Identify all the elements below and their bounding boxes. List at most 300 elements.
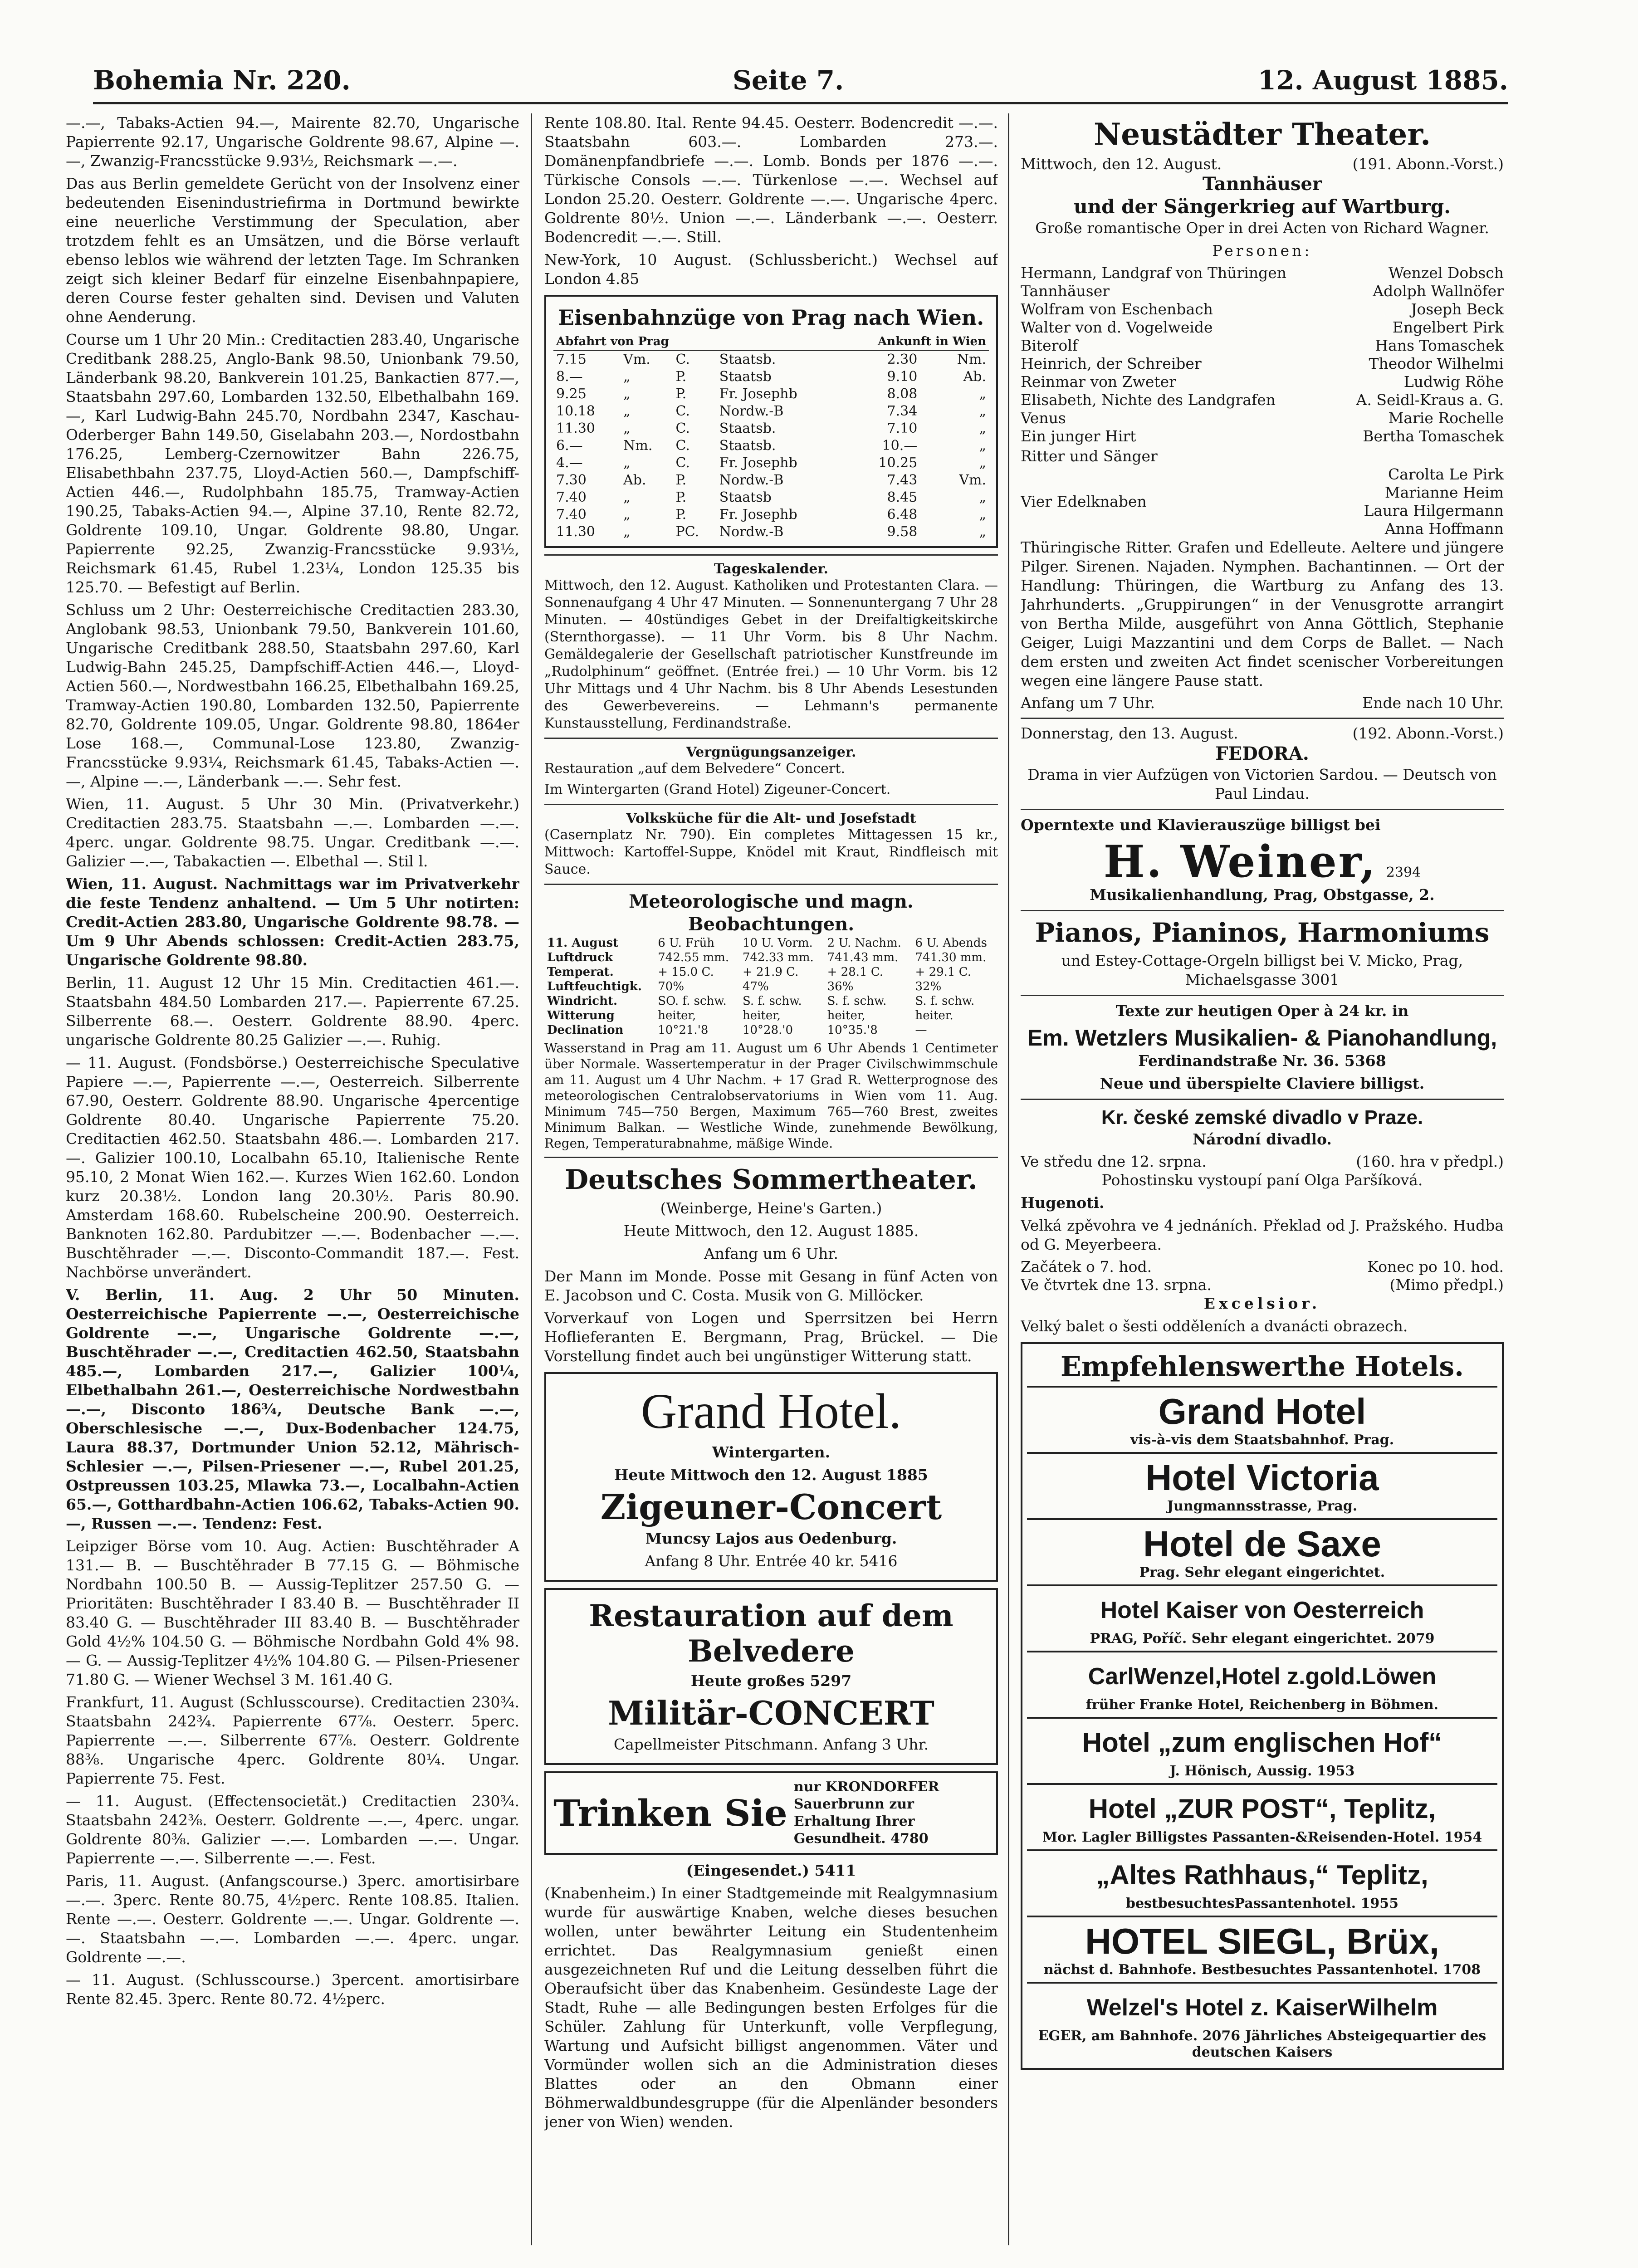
report-paragraph: V. Berlin, 11. Aug. 2 Uhr 50 Minuten. Oesterreichische Papierrente —.—, Oesterreichische Goldrente —.—, Ungarische Goldrente —.—, Buschtěhrader —.—, Creditactien 462.50, Staatsbahn 485.—, Lombarden 217.—, Galizier 100¼, Elbethalbahn 261.—, Oesterreichische Nordwestbahn —.—, Disconto 186¾, Deutsche Bank —.—, Oberschlesische —.—, Dux-Bodenbacher 124.75, Laura 88.37, Dortmunder Union 52.12, Mährisch-Schlesier —.—, Pilsen-Priesener —.—, Rubel 201.25, Ostpreussen 103.25, Mlawka 73.—, Localbahn-Actien 65.—, Gotthardbahn-Actien 106.62, Tabaks-Actien 90.—, Russen —.—. Tendenz: Fest. bbox=[66, 1286, 519, 1532]
timetable-cell: 2.30 bbox=[887, 352, 918, 367]
timetable-cell: PC. bbox=[675, 524, 699, 540]
czech-desc: Velká zpěvohra ve 4 jednáních. Překlad od J. Pražského. Hudba od G. Meyerbeera. bbox=[1021, 1217, 1504, 1253]
hotel-sub: Mor. Lagler Billigstes Passanten-&Reisenden-Hotel. 1954 bbox=[1042, 1829, 1482, 1845]
timetable-cell: „ bbox=[979, 524, 986, 540]
next-date: Donnerstag, den 13. August. bbox=[1021, 724, 1238, 742]
ad-title: Restauration auf dem Belvedere bbox=[589, 1598, 953, 1669]
cast-role: Hermann, Landgraf von Thüringen bbox=[1021, 264, 1287, 282]
czech-times bbox=[1021, 1258, 1504, 1276]
timetable-cell: „ bbox=[979, 438, 986, 454]
timetable-cell: 9.25 bbox=[556, 386, 587, 402]
meteo-cell: 742.55 mm. bbox=[658, 951, 729, 964]
hotel-ad bbox=[1027, 1783, 1497, 1849]
timetable-cell: Vm. bbox=[623, 352, 650, 367]
hotel-name: Hotel „zum englischen Hof“ bbox=[1082, 1727, 1442, 1758]
timetable-cell: 7.34 bbox=[887, 403, 918, 419]
column-rule bbox=[531, 113, 532, 2245]
micko-line-text: und Estey-Cottage-Orgeln billigst bei V. Micko, Prag, Michaelsgasse bbox=[1061, 952, 1463, 988]
hotels-box bbox=[1021, 1342, 1504, 2070]
hotel-ad bbox=[1027, 1651, 1497, 1717]
meteo-cell: S. f. schw. bbox=[742, 994, 802, 1008]
czech-date-row bbox=[1021, 1153, 1504, 1171]
timetable-cell: „ bbox=[623, 403, 631, 419]
meteo-cell: heiter, bbox=[827, 1009, 865, 1022]
timetable-cell: „ bbox=[979, 386, 986, 402]
ad-mid-text: nur KRONDORFER Sauerbrunn zur Erhaltung Ihrer Gesundheit. bbox=[793, 1779, 939, 1847]
next-title: FEDORA. bbox=[1215, 743, 1309, 764]
wetzler-addr-text: Ferdinandstraße Nr. 36. bbox=[1138, 1052, 1340, 1070]
edelknaben-names bbox=[1364, 465, 1504, 538]
hotel-name: Hotel „ZUR POST“, Teplitz, bbox=[1088, 1794, 1436, 1824]
czech-info: (160. hra v předpl.) bbox=[1356, 1153, 1504, 1170]
weiner-name-row bbox=[1021, 838, 1504, 885]
timetable-cell: P. bbox=[675, 369, 687, 385]
report-paragraph: Wien, 11. August. Nachmittags war im Privatverkehr die feste Tendenz anhaltend. — Um 5 Uhr notirten: Credit-Actien 283.80, Ungarische Goldrente 98.78. — Um 9 Uhr Abends schlossen: Credit-Actien 283.75, Ungarische Goldrente 98.80. bbox=[66, 875, 519, 969]
hotel-sub: bestbesuchtesPassantenhotel. 1955 bbox=[1125, 1896, 1398, 1911]
timetable-cell: „ bbox=[623, 524, 631, 540]
edelknaben-label: Vier Edelknaben bbox=[1021, 493, 1147, 510]
timetable-cell: „ bbox=[979, 455, 986, 471]
timetable-cell: 9.58 bbox=[887, 524, 918, 540]
edelknabe-name: Laura Hilgermann bbox=[1364, 502, 1504, 519]
divider bbox=[544, 804, 998, 805]
weiner-line2: Musikalienhandlung, Prag, Obstgasse, 2. bbox=[1090, 886, 1435, 904]
meteo-cell: SO. f. schw. bbox=[658, 994, 727, 1008]
timetable-cell: „ bbox=[623, 507, 631, 523]
column-rule bbox=[1008, 113, 1009, 2245]
hotel-name: Hotel Kaiser von Oesterreich bbox=[1100, 1597, 1424, 1623]
timetable-cell: Fr. Josephb bbox=[719, 386, 797, 402]
hotel-ad bbox=[1027, 1849, 1497, 1916]
edelknabe-name: Carolta Le Pirk bbox=[1388, 465, 1504, 483]
meteo-cell: S. f. schw. bbox=[915, 994, 975, 1008]
meteo-cell: + 28.1 C. bbox=[827, 965, 884, 979]
meteo-cell: + 15.0 C. bbox=[658, 965, 714, 979]
timetable-title: Eisenbahnzüge von Prag nach Wien. bbox=[558, 305, 984, 330]
meteo-footer: Wasserstand in Prag am 11. August um 6 Uhr Abends 1 Centimeter über Normale. Wassertemperatur in der Prager Civilschwimmschule am 11. August um 4 Uhr Nachm. + 17 Grad R. Wetterprognose des meteorologischen Centralobservatoriums in Wien vom 11. Aug. Minimum 745—750 Bergen, Maximum 765—760 Brest, zweites Minimum Balkan. — Westliche Winde, zunehmende Bewölkung, Regen, Temperaturabnahme, mäßige Winde. bbox=[544, 1041, 998, 1151]
meteo-cell: + 21.9 C. bbox=[742, 965, 799, 979]
cast-role: Wolfram von Eschenbach bbox=[1021, 300, 1213, 318]
hotel-sub: PRAG, Poříč. Sehr elegant eingerichtet. 2079 bbox=[1090, 1631, 1435, 1647]
hotel-ad bbox=[1027, 1386, 1497, 1452]
timetable-cell: „ bbox=[623, 420, 631, 436]
wetzler-number: 5368 bbox=[1344, 1052, 1386, 1070]
cast-row bbox=[1021, 337, 1504, 355]
hotel-name: Grand Hotel bbox=[1158, 1391, 1366, 1432]
meteo-cell: Declination bbox=[547, 1023, 624, 1037]
timetable-cell: Staatsb bbox=[719, 489, 772, 505]
timetable-row bbox=[553, 523, 989, 541]
hotel-sub: nächst d. Bahnhofe. Bestbesuchtes Passantenhotel. 1708 bbox=[1043, 1962, 1481, 1978]
timetable-cell: 11.30 bbox=[556, 420, 595, 436]
hotel-name: HOTEL SIEGL, Brüx, bbox=[1085, 1921, 1439, 1961]
opera-times bbox=[1021, 694, 1504, 712]
krondorfer-ad bbox=[544, 1771, 998, 1855]
hotel-ad bbox=[1027, 1717, 1497, 1783]
timetable-row bbox=[553, 489, 989, 506]
timetable-cell: 8.— bbox=[556, 369, 583, 385]
sommertheater-sub: (Weinberge, Heine's Garten.) bbox=[660, 1199, 882, 1217]
edelknabe-name: Anna Hoffmann bbox=[1384, 520, 1504, 538]
meteo-cell: heiter, bbox=[742, 1009, 781, 1022]
timetable-cell: „ bbox=[979, 403, 986, 419]
cast-row bbox=[1021, 391, 1504, 409]
meteo-row bbox=[544, 1023, 998, 1037]
cast-row bbox=[1021, 318, 1504, 337]
hotel-name: Hotel Victoria bbox=[1145, 1457, 1379, 1498]
meteo-cell: 742.33 mm. bbox=[742, 951, 814, 964]
divider bbox=[544, 554, 998, 556]
meteo-cell: Windricht. bbox=[547, 994, 618, 1008]
cast-actor: Ludwig Röhe bbox=[1403, 373, 1504, 391]
meteo-cell: Luftfeuchtigk. bbox=[547, 980, 642, 993]
ad-band: Muncsy Lajos aus Oedenburg. bbox=[645, 1530, 897, 1547]
timetable-row bbox=[553, 455, 989, 472]
cast-actor: Engelbert Pirk bbox=[1392, 318, 1504, 336]
hotel-list bbox=[1027, 1386, 1497, 2064]
meteo-cell: 10 U. Vorm. bbox=[742, 936, 813, 950]
cast-row bbox=[1021, 282, 1504, 300]
timetable-cell: Nordw.-B bbox=[719, 403, 784, 419]
ad-number: 5297 bbox=[810, 1672, 852, 1690]
opera-subtitle: und der Sängerkrieg auf Wartburg. bbox=[1074, 196, 1451, 218]
cast-row bbox=[1021, 427, 1504, 445]
hotel-sub: früher Franke Hotel, Reichenberg in Böhmen. bbox=[1086, 1697, 1438, 1713]
timetable-cell: 7.10 bbox=[887, 420, 918, 436]
grand-hotel-ad bbox=[544, 1372, 998, 1582]
calendar-title: Tageskalender. bbox=[714, 561, 828, 577]
micko-name: Pianos, Pianinos, Harmoniums bbox=[1035, 917, 1490, 948]
timetable-cell: 10.— bbox=[882, 438, 918, 454]
next-desc: Drama in vier Aufzügen von Victorien Sardou. — Deutsch von Paul Lindau. bbox=[1027, 766, 1497, 802]
meteo-row bbox=[544, 936, 998, 950]
report-paragraph: Rente 108.80. Ital. Rente 94.45. Oesterr. Bodencredit —.—. Staatsbahn 603.—. Lombarden 273.—. Domänenpfandbriefe —.—. Lomb. Bonds per 1876 —.—. Türkische Consols —.—. Türkenlose —.—. Wechsel auf London 25.20. Oesterr. Goldrente —.—. Ungarische 4perc. Goldrente 80½. Union —.—. Länderbank —.—. Oesterr. Bodencredit —.—. Still. bbox=[544, 114, 998, 246]
report-paragraph: Paris, 11. August. (Anfangscourse.) 3perc. amortisirbare —.—. 3perc. Rente 80.75, 4½perc. Rente 108.85. Italien. Rente —.—. Oesterr. Goldrente —.—. Ungar. Goldrente —.—. Staatsbahn —.—. Lombarden —.—. 4perc. ungar. Goldrente —.—. bbox=[66, 1872, 519, 1966]
czech-start: Začátek o 7. hod. bbox=[1021, 1258, 1152, 1276]
timetable-row bbox=[553, 351, 989, 368]
opera-chorus: Thüringische Ritter. Grafen und Edelleute. Aeltere und jüngere Pilger. Sirenen. Najaden. Nymphen. Bachantinnen. — Ort der Handlung: Thüringen, die Wartburg zu Anfang des 13. Jahrhunderts. „Gruppirungen“ in der Venusgrotte arrangirt von Bertha Milde, ausgeführt von Anna Göttlich, Stephanie Geiger, Luigi Mazzantini und dem Corps de Ballet. — Nach dem ersten und zweiten Act findet scenischer Vorbereitungen wegen eine längere Pause statt. bbox=[1021, 538, 1504, 689]
timetable-cell: „ bbox=[979, 507, 986, 523]
cast-actor: Joseph Beck bbox=[1411, 300, 1504, 318]
meteo-cell: heiter, bbox=[658, 1009, 696, 1022]
meteo-cell: 36% bbox=[827, 980, 854, 993]
hotel-ad bbox=[1027, 1916, 1497, 1982]
meteo-cell: Temperat. bbox=[547, 965, 614, 979]
ad-date: Heute Mittwoch den 12. August 1885 bbox=[614, 1466, 928, 1484]
report-paragraph: Frankfurt, 11. August (Schlusscourse). Creditactien 230¾. Staatsbahn 242¾. Papierrente 67⅞. Oesterr. 5perc. Papierrente —.—. Silberrente 67⅞. Oesterr. Goldrente 88⅜. Ungarische 4perc. Goldrente 80¼. Ungar. Papierrente 75. Fest. bbox=[66, 1693, 519, 1787]
sommertheater-date: Heute Mittwoch, den 12. August 1885. bbox=[623, 1222, 919, 1240]
meteo-cell: 11. August bbox=[547, 936, 619, 950]
czech-guest: Pohostinsku vystoupí paní Olga Paršíková. bbox=[1101, 1171, 1423, 1189]
hotel-sub: Prag. Sehr elegant eingerichtet. bbox=[1139, 1564, 1385, 1580]
amusement-line: Im Wintergarten (Grand Hotel) Zigeuner-Concert. bbox=[544, 782, 891, 797]
meteo-cell: S. f. schw. bbox=[827, 994, 887, 1008]
meteo-cell: 47% bbox=[742, 980, 769, 993]
persons-label: Personen: bbox=[1212, 242, 1312, 259]
ad-number: 4780 bbox=[890, 1831, 929, 1847]
hotel-sub: Jungmannsstrasse, Prag. bbox=[1167, 1498, 1358, 1514]
timetable-cell: „ bbox=[623, 455, 631, 471]
meteo-row bbox=[544, 979, 998, 994]
timetable-cell: Nm. bbox=[623, 438, 653, 454]
czech-next-title: Excelsior. bbox=[1203, 1295, 1321, 1312]
hotel-ad bbox=[1027, 1982, 1497, 2064]
hotels-title: Empfehlenswerthe Hotels. bbox=[1060, 1351, 1464, 1383]
wetzler-addr bbox=[1021, 1051, 1504, 1070]
hotel-name: CarlWenzel,Hotel z.gold.Löwen bbox=[1088, 1663, 1437, 1690]
column-stock-reports bbox=[66, 113, 519, 2245]
weiner-line-text: Operntexte und Klavierauszüge billigst bei bbox=[1021, 816, 1381, 834]
timetable-cell: P. bbox=[675, 489, 687, 505]
meteo-cell: 32% bbox=[915, 980, 942, 993]
timetable-cell: 7.43 bbox=[887, 472, 918, 488]
cast-row bbox=[1021, 409, 1504, 427]
report-paragraph: Das aus Berlin gemeldete Gerücht von der Insolvenz einer bedeutenden Eisenindustriefirma in Dortmund bewirkte eine neuerliche Verstimmung der Speculation, aber trotzdem fehlt es an Umsätzen, und die Börse verlauft ebenso leblos wie während der letzten Tage. Im Schranken zeigt sich kleiner Bedarf für einzelne Eisenbahnpapiere, deren Course fester gehalten sind. Devisen und Valuten ohne Aenderung. bbox=[66, 175, 519, 326]
weiner-line bbox=[1021, 816, 1504, 835]
divider bbox=[1021, 1099, 1504, 1100]
hotel-name: Hotel de Saxe bbox=[1143, 1524, 1381, 1564]
timetable-row bbox=[553, 420, 989, 437]
timetable-cell: P. bbox=[675, 386, 687, 402]
divider bbox=[1021, 995, 1504, 996]
cast-role: Ein junger Hirt bbox=[1021, 427, 1136, 445]
ad-conductor: Capellmeister Pitschmann. Anfang 3 Uhr. bbox=[613, 1735, 929, 1753]
timetable-cell: Ab. bbox=[963, 369, 986, 385]
divider bbox=[1021, 718, 1504, 719]
ad-big: Trinken Sie bbox=[553, 1792, 787, 1834]
report-paragraph: New-York, 10 August. (Schlussbericht.) Wechsel auf London 4.85 bbox=[544, 251, 998, 288]
cast-row bbox=[1021, 264, 1504, 282]
czech-theatre-sub: Národní divadlo. bbox=[1193, 1130, 1332, 1148]
meteo-cell: 10°21.'8 bbox=[658, 1023, 709, 1037]
timetable-cell: 10.25 bbox=[878, 455, 918, 471]
meteo-cell: — bbox=[915, 1023, 927, 1037]
cast-role: Biterolf bbox=[1021, 337, 1078, 354]
meteo-cell: Witterung bbox=[547, 1009, 615, 1022]
timetable-cell: 10.18 bbox=[556, 403, 595, 419]
report-paragraph: — 11. August. (Effectensocietät.) Creditactien 230¾. Staatsbahn 242⅜. Oesterr. Goldrente —.—, 4perc. ungar. Goldrente 80⅜. Galizier —.—. Lombarden —.—. Ungar. Papierrente —.—. Silberrente —.—. Fest. bbox=[66, 1792, 519, 1867]
meteo-cell: + 29.1 C. bbox=[915, 965, 971, 979]
cast-role: Heinrich, der Schreiber bbox=[1021, 355, 1202, 372]
train-timetable bbox=[544, 295, 998, 548]
cast-actor: Bertha Tomaschek bbox=[1363, 427, 1504, 445]
opera-end: Ende nach 10 Uhr. bbox=[1362, 694, 1504, 712]
czech-next: Ve čtvrtek dne 13. srpna. bbox=[1021, 1276, 1212, 1294]
timetable-cell: 8.08 bbox=[887, 386, 918, 402]
divider bbox=[1021, 910, 1504, 911]
timetable-cell: Nordw.-B bbox=[719, 472, 784, 488]
sommertheater-start: Anfang um 6 Uhr. bbox=[704, 1245, 839, 1262]
hotel-sub: J. Hönisch, Aussig. 1953 bbox=[1169, 1763, 1355, 1779]
amusements-title: Vergnügungsanzeiger. bbox=[686, 744, 856, 760]
meteo-cell: 741.43 mm. bbox=[827, 951, 899, 964]
sommertheater-text: Der Mann im Monde. Posse mit Gesang in fünf Acten von E. Jacobson und C. Costa. Musik von G. Millöcker. bbox=[544, 1267, 998, 1304]
report-paragraph: — 11. August. (Schlusscourse.) 3percent. amortisirbare Rente 82.45. 3perc. Rente 80.72. 4½perc. bbox=[66, 1971, 519, 2008]
hotel-name: Welzel's Hotel z. KaiserWilhelm bbox=[1086, 1994, 1438, 2021]
cast-actor: Wenzel Dobsch bbox=[1388, 264, 1504, 282]
opera-desc: Große romantische Oper in drei Acten von Richard Wagner. bbox=[1035, 219, 1489, 237]
timetable-cell: 4.— bbox=[556, 455, 583, 471]
divider bbox=[544, 884, 998, 885]
ad-mid bbox=[794, 1779, 989, 1848]
timetable-cell: „ bbox=[979, 489, 986, 505]
theatre-abonn: (191. Abonn.-Vorst.) bbox=[1352, 155, 1504, 173]
meteo-cell: 2 U. Nachm. bbox=[827, 936, 901, 950]
theatre-date-row bbox=[1021, 155, 1504, 173]
cast-list bbox=[1021, 264, 1504, 445]
sommertheater-presale: Vorverkauf von Logen und Sperrsitzen bei Herrn Hoflieferanten E. Bergmann, Prag, Brückel. — Die Vorstellung findet auch bei ungünstiger Witterung statt. bbox=[544, 1309, 998, 1365]
meteo-row bbox=[544, 950, 998, 965]
timetable-cell: 7.40 bbox=[556, 489, 587, 505]
timetable-row bbox=[553, 437, 989, 455]
cast-role: Tannhäuser bbox=[1021, 282, 1110, 300]
calendar-text: Mittwoch, den 12. August. Katholiken und Protestanten Clara. — Sonnenaufgang 4 Uhr 47 Minuten. — Sonnenuntergang 7 Uhr 28 Minuten. — 40stündiges Gebet in der Dreifaltigkeitskirche (Sternthorgasse). — 11 Uhr Vorm. bis 8 Uhr Nachm. Gemäldegalerie der Gesellschaft patriotischer Kunstfreunde im „Rudolphinum“ geöffnet. (Entrée frei.) — 10 Uhr Vorm. bis 12 Uhr Mittags und 4 Uhr Nachm. bis 8 Uhr Abends Lesestunden des Gewerbevereins. — Lehmann's permanente Kunstausstellung, Ferdinandstraße. bbox=[544, 577, 998, 731]
hotel-sub: vis-à-vis dem Staatsbahnhof. Prag. bbox=[1130, 1432, 1394, 1448]
timetable-cell: 6.— bbox=[556, 438, 583, 454]
divider bbox=[1021, 809, 1504, 810]
opera-title: Tannhäuser bbox=[1202, 173, 1322, 195]
amusement-line: Restauration „auf dem Belvedere“ Concert. bbox=[544, 761, 845, 777]
next-date-row bbox=[1021, 724, 1504, 743]
ad-event: Zigeuner-Concert bbox=[600, 1487, 942, 1527]
wetzler-line2: Neue und überspielte Claviere billigst. bbox=[1100, 1075, 1425, 1092]
weiner-number: 2394 bbox=[1386, 865, 1421, 880]
cast-actor: Theodor Wilhelmi bbox=[1369, 355, 1504, 372]
meteo-cell: 10°35.'8 bbox=[827, 1023, 878, 1037]
timetable-cell: Staatsb. bbox=[719, 438, 776, 454]
cast-role: Reinmar von Zweter bbox=[1021, 373, 1176, 391]
cast-actor: Adolph Wallnöfer bbox=[1373, 282, 1504, 300]
czech-date: Ve středu dne 12. srpna. bbox=[1021, 1153, 1207, 1170]
meteo-row bbox=[544, 994, 998, 1008]
timetable-cell: Staatsb. bbox=[719, 352, 776, 367]
timetable-cell: C. bbox=[675, 455, 690, 471]
divider bbox=[544, 738, 998, 739]
timetable-row bbox=[553, 386, 989, 403]
kitchen-title: Volksküche für die Alt- und Josefstadt bbox=[626, 811, 916, 826]
meteo-title: Meteorologische und magn. Beobachtungen. bbox=[629, 891, 914, 935]
timetable-cell: P. bbox=[675, 507, 687, 523]
ad-number: 5416 bbox=[859, 1552, 898, 1570]
cast-role: Walter von d. Vogelweide bbox=[1021, 318, 1213, 336]
report-paragraph: Leipziger Börse vom 10. Aug. Actien: Buschtěhrader A 131.— B. — Buschtěhrader B 77.15 G. — Böhmische Nordbahn 100.50 B. — Aussig-Teplitzer 257.50 G. — Prioritäten: Buschtěhrader I 83.40 B. — Buschtěhrader II 83.40 G. — Buschtěhrader III 83.40 B. — Buschtěhrader Gold 4½% 104.50 G. — Böhmische Nordbahn Gold 4% 98.— G. — Aussig-Teplitzer 4½% 104.80 G. — Pilsen-Priesener 71.80 G. — Wiener Wechsel 3 M. 161.40 G. bbox=[66, 1537, 519, 1688]
meteo-cell: 6 U. Früh bbox=[658, 936, 715, 950]
ad-event: Militär-CONCERT bbox=[608, 1694, 934, 1732]
page-header bbox=[93, 61, 1508, 104]
timetable-cell: Staatsb. bbox=[719, 420, 776, 436]
micko-number: 3001 bbox=[1301, 971, 1340, 988]
ritter-row bbox=[1021, 447, 1504, 465]
timetable-cell: C. bbox=[675, 420, 690, 436]
eingesendet-number: 5411 bbox=[814, 1862, 856, 1879]
kitchen-text: (Casernplatz Nr. 790). Ein completes Mittagessen 15 kr., Mittwoch: Kartoffel-Suppe, Knödel mit Kraut, Rindfleisch mit Sauce. bbox=[544, 827, 998, 877]
ritter-label: Ritter und Sänger bbox=[1021, 447, 1158, 465]
timetable-cell: 6.48 bbox=[887, 507, 918, 523]
cast-actor: Hans Tomaschek bbox=[1375, 337, 1504, 354]
timetable-row bbox=[553, 506, 989, 523]
cast-actor: A. Seidl-Kraus a. G. bbox=[1356, 391, 1504, 409]
wetzler-name: Em. Wetzlers Musikalien- & Pianohandlung, bbox=[1027, 1025, 1497, 1051]
timetable-cell: Vm. bbox=[959, 472, 986, 488]
column-right bbox=[1021, 113, 1504, 2245]
timetable-cell: „ bbox=[623, 386, 631, 402]
ad-name: Grand Hotel. bbox=[641, 1383, 902, 1439]
eingesendet-title bbox=[544, 1861, 998, 1880]
timetable-cell: „ bbox=[623, 369, 631, 385]
next-abonn: (192. Abonn.-Vorst.) bbox=[1352, 724, 1504, 742]
timetable-cell: Fr. Josephb bbox=[719, 455, 797, 471]
report-paragraph: Schluss um 2 Uhr: Oesterreichische Creditactien 283.30, Anglobank 98.53, Unionbank 79.50, Bankverein 101.60, Ungarische Creditbank 288.50, Staatsbahn 297.60, Karl Ludwig-Bahn 245.25, Dampfschiff-Actien 446.—, Lloyd-Actien 560.—, Nordwestbahn 166.25, Elbethalbahn 169.25, Tramway-Actien 190.80, Lombarden 132.50, Papierrente 82.70, Goldrente 109.05, Ungar. Goldrente 98.80, 1864er Lose 168.—, Communal-Lose 123.80, Zwanzig-Francsstücke 9.93¼, Reichsmark 61.45, Tabaks-Actien —.—, Alpine —.—, Länderbank —.—. Sehr fest. bbox=[66, 601, 519, 790]
cast-row bbox=[1021, 373, 1504, 391]
ad-start-text: Anfang 8 Uhr. Entrée 40 kr. bbox=[645, 1552, 855, 1570]
wetzler-line1: Texte zur heutigen Oper à 24 kr. in bbox=[1115, 1002, 1409, 1020]
timetable-cell: 8.45 bbox=[887, 489, 918, 505]
timetable-cell: 7.15 bbox=[556, 352, 587, 367]
weiner-name: H. Weiner, bbox=[1103, 836, 1377, 887]
hotel-ad bbox=[1027, 1518, 1497, 1584]
ad-sub: Wintergarten. bbox=[712, 1443, 831, 1461]
meteo-cell: 741.30 mm. bbox=[915, 951, 987, 964]
hotel-ad bbox=[1027, 1584, 1497, 1651]
belvedere-ad bbox=[544, 1588, 998, 1765]
report-paragraph: Wien, 11. August. 5 Uhr 30 Min. (Privatverkehr.) Creditactien 283.75. Staatsbahn —.—. Lombarden —.—. 4perc. ungar. Goldrente 98.75. Ungar. Creditbank —.—. Galizier —.—, Tabakactien —. Elbethal —. Stil l. bbox=[66, 795, 519, 870]
czech-next-row bbox=[1021, 1276, 1504, 1294]
czech-title2: Hugenoti. bbox=[1021, 1194, 1105, 1212]
timetable-cell: „ bbox=[623, 489, 631, 505]
cast-role: Venus bbox=[1021, 409, 1066, 427]
cast-actor: Marie Rochelle bbox=[1388, 409, 1504, 427]
eingesendet-title-text: (Eingesendet.) bbox=[686, 1862, 809, 1879]
eingesendet-text: (Knabenheim.) In einer Stadtgemeinde mit Realgymnasium wurde für auswärtige Knaben, welche dieses besuchen wollen, unter bewährter Leitung ein Studentenheim errichtet. Das Realgymnasium genießt einen ausgezeichneten Ruf und die Leitung desselben führt die Oberaufsicht über das Knabenheim. Gesündeste Lage der Stadt, Ruhe — alle Bedingungen besten Erfolges für die Schüler. Zahlung für Unterkunft, volle Verpflegung, Wartung und Aufsicht billigst angenommen. Väter und Vormünder wollen sich an die Administration dieses Blattes oder an den Obmann einer Böhmerwaldbundesgruppe (für die Alpenländer besonders jener von Wien) wenden. bbox=[544, 1884, 998, 2131]
header-issue: Bohemia Nr. 220. bbox=[93, 65, 351, 96]
ad-start bbox=[553, 1552, 989, 1571]
opera-start: Anfang um 7 Uhr. bbox=[1021, 694, 1155, 712]
timetable-row bbox=[553, 472, 989, 489]
cast-role: Elisabeth, Nichte des Landgrafen bbox=[1021, 391, 1276, 409]
timetable-cell: Fr. Josephb bbox=[719, 507, 797, 523]
edelknabe-name: Marianne Heim bbox=[1384, 484, 1504, 501]
ad-line bbox=[553, 1672, 989, 1691]
report-paragraph: Course um 1 Uhr 20 Min.: Creditactien 283.40, Ungarische Creditbank 288.25, Anglo-Bank 98.50, Unionbank 79.50, Länderbank 98.20, Bankverein 101.25, Bankactien 877.—, Staatsbahn 297.60, Lombarden 132.50, Elbethalbahn 169.—, Karl Ludwig-Bahn 245.70, Nordbahn 2347, Kaschau-Oderberger Bahn 149.50, Giselabahn 203.—, Nordostbahn 176.25, Lemberg-Czernowitzer Bahn 226.75, Elisabethbahn 237.75, Lloyd-Actien 560.—, Dampfschiff-Actien 446.—, Rudolphbahn 185.75, Tramway-Actien 190.25, Tabaks-Actien 94.—, Alpine 37.10, Rente 82.72, Goldrente 109.10, Ungar. Goldrente 98.80, Ungar. Papierrente 92.25, Zwanzig-Francsstücke 9.93½, Reichsmark 61.45, Rubel 1.23¼, London 125.35 bis 125.70. — Befestigt auf Berlin. bbox=[66, 331, 519, 596]
timetable-cell: P. bbox=[675, 472, 687, 488]
report-paragraph: Berlin, 11. August 12 Uhr 15 Min. Creditactien 461.—. Staatsbahn 484.50 Lombarden 217.—. Papierrente 67.25. Silberrente 68.—. Oesterr. Goldrente 88.90. 4perc. ungarische Goldrente 80.25 Galizier —.—. Ruhig. bbox=[66, 974, 519, 1049]
timetable-cell: 9.10 bbox=[887, 369, 918, 385]
sommertheater-title: Deutsches Sommertheater. bbox=[565, 1164, 978, 1196]
divider bbox=[544, 1157, 998, 1158]
header-page: Seite 7. bbox=[733, 65, 844, 96]
timetable-cell: Staatsb bbox=[719, 369, 772, 385]
column-middle bbox=[544, 113, 998, 2245]
meteo-table bbox=[544, 936, 998, 1037]
cast-row bbox=[1021, 300, 1504, 318]
hotel-name: „Altes Rathhaus,“ Teplitz, bbox=[1096, 1860, 1428, 1890]
timetable-row bbox=[553, 368, 989, 386]
meteo-row bbox=[544, 1008, 998, 1023]
meteo-row bbox=[544, 965, 998, 979]
report-paragraph: — 11. August. (Fondsbörse.) Oesterreichische Speculative Papiere —.—, Papierrente —.—, Oesterreich. Silberrente 67.90, Oesterr. Goldrente 88.90. Ungarische 4percentige Goldrente 80.40. Ungarische Papierrente 75.20. Creditactien 462.50. Staatsbahn 486.—. Lombarden 217.—. Galizier 100.10, Localbahn 65.10, Italienische Rente 95.10, 2 Monat Wien 162.—. Kurzes Wien 162.60. London kurz 20.38½. London lang 20.30½. Paris 80.90. Amsterdam 168.60. Rubelscheine 200.90. Oesterreich. Banknoten 162.80. Pardubitzer —.—. Bodenbacher —.—. Buschtěhrader —.—. Disconto-Commandit 187.—. Fest. Nachbörse unverändert. bbox=[66, 1054, 519, 1281]
timetable-cell: C. bbox=[675, 352, 690, 367]
header-date: 12. August 1885. bbox=[1257, 65, 1508, 96]
timetable-cell: C. bbox=[675, 403, 690, 419]
meteo-cell: Luftdruck bbox=[547, 951, 613, 964]
timetable-head-arrival: Ankunft in Wien bbox=[832, 333, 989, 351]
czech-theatre-title: Kr. české zemské divadlo v Praze. bbox=[1101, 1106, 1423, 1129]
meteo-cell: 10°28.'0 bbox=[742, 1023, 793, 1037]
micko-line bbox=[1021, 951, 1504, 989]
report-paragraph: —.—, Tabaks-Actien 94.—, Mairente 82.70, Ungarische Papierrente 92.17, Ungarische Goldrente 98.67, Alpine —.—, Zwanzig-Francsstücke 9.93½, Reichsmark —.—. bbox=[66, 114, 519, 170]
meteo-cell: heiter. bbox=[915, 1009, 953, 1022]
theatre-date: Mittwoch, den 12. August. bbox=[1021, 155, 1222, 173]
